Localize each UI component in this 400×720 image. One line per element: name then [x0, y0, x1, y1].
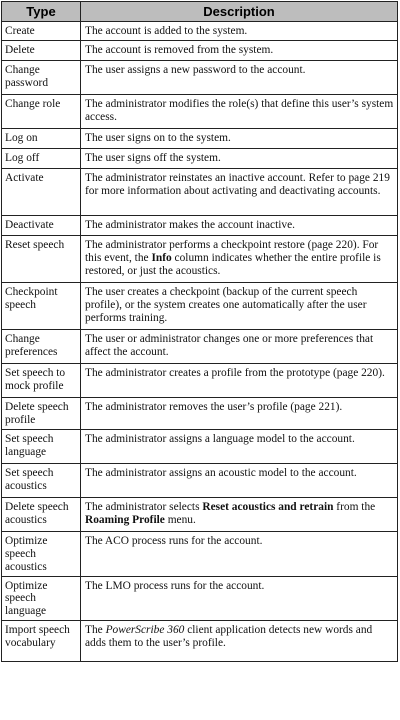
- event-type-cell: Delete: [2, 41, 81, 61]
- description-text: The: [85, 624, 106, 637]
- table-row: [2, 41, 398, 61]
- table-row: [2, 531, 398, 576]
- event-description-cell: [81, 149, 398, 169]
- event-type-cell: Optimize speech acoustics: [2, 531, 81, 576]
- event-description-cell: [81, 398, 398, 430]
- table-row: [2, 283, 398, 330]
- event-type-cell: Set speech acoustics: [2, 463, 81, 497]
- description-text: The ACO process runs for the account.: [85, 534, 263, 547]
- description-text: The LMO process runs for the account.: [85, 579, 265, 592]
- table-row: [2, 429, 398, 463]
- event-description-cell: [81, 129, 398, 149]
- event-description-cell: [81, 463, 398, 497]
- event-description-cell: [81, 236, 398, 283]
- event-types-table: [1, 1, 398, 662]
- description-text: The administrator selects: [85, 500, 203, 513]
- event-description-cell: [81, 41, 398, 61]
- event-type-cell: Set speech to mock profile: [2, 364, 81, 398]
- description-text: The user signs on to the system.: [85, 132, 231, 144]
- description-text: The account is removed from the system.: [85, 44, 274, 56]
- event-description-cell: [81, 364, 398, 398]
- description-text: column indicates whether the entire profile is restored, or just the acoustics.: [85, 251, 381, 277]
- description-text: The user signs off the system.: [85, 152, 221, 164]
- event-type-cell: Deactivate: [2, 216, 81, 236]
- description-text: The administrator performs a checkpoint restore (page 220). For this event, the: [85, 239, 379, 264]
- description-text: menu.: [164, 513, 196, 526]
- description-text: The administrator makes the account inactive.: [85, 219, 296, 231]
- table-row: [2, 216, 398, 236]
- description-column-header: Description: [81, 2, 398, 22]
- event-type-cell: Optimize speech language: [2, 576, 81, 621]
- description-text: The user assigns a new password to the account.: [85, 64, 306, 76]
- event-type-cell: Activate: [2, 169, 81, 216]
- table-row: [2, 129, 398, 149]
- event-description-cell: [81, 283, 398, 330]
- event-description-cell: [81, 22, 398, 41]
- description-text: The user creates a checkpoint (backup of the current speech profile), or the system creates one automatically after the user performs training.: [85, 286, 367, 324]
- event-type-cell: Reset speech: [2, 236, 81, 283]
- table-row: [2, 22, 398, 41]
- table-row: [2, 576, 398, 621]
- event-description-cell: [81, 330, 398, 364]
- table-header-row: [2, 2, 398, 22]
- italic-text: PowerScribe 360: [105, 624, 185, 637]
- event-type-cell: Change role: [2, 95, 81, 129]
- bold-text: Info: [151, 251, 172, 264]
- table-row: [2, 497, 398, 531]
- event-types-table-container: [1, 1, 399, 662]
- table-row: [2, 95, 398, 129]
- event-type-cell: Log on: [2, 129, 81, 149]
- description-text: The administrator creates a profile from the prototype (page 220).: [85, 367, 385, 379]
- event-description-cell: [81, 429, 398, 463]
- event-type-cell: Delete speech acoustics: [2, 497, 81, 531]
- description-text: The administrator assigns a language model to the account.: [85, 432, 355, 445]
- table-row: [2, 330, 398, 364]
- event-description-cell: [81, 216, 398, 236]
- event-type-cell: Log off: [2, 149, 81, 169]
- event-type-cell: Delete speech profile: [2, 398, 81, 430]
- event-type-cell: Import speech vocabulary: [2, 621, 81, 662]
- event-description-cell: [81, 576, 398, 621]
- description-text: The administrator assigns an acoustic model to the account.: [85, 466, 357, 479]
- table-row: [2, 364, 398, 398]
- bold-text: Roaming Profile: [85, 513, 165, 526]
- table-row: [2, 236, 398, 283]
- description-text: from the: [333, 500, 376, 513]
- description-text: The administrator reinstates an inactive account. Refer to page 219 for more information about activating and deactivating accounts.: [85, 172, 390, 197]
- event-description-cell: [81, 169, 398, 216]
- event-type-cell: Create: [2, 22, 81, 41]
- description-text: The administrator removes the user’s profile (page 221).: [85, 401, 343, 413]
- event-description-cell: [81, 95, 398, 129]
- event-description-cell: [81, 621, 398, 662]
- description-text: The account is added to the system.: [85, 25, 248, 37]
- table-row: [2, 169, 398, 216]
- table-row: [2, 463, 398, 497]
- table-row: [2, 61, 398, 95]
- table-row: [2, 398, 398, 430]
- table-row: [2, 149, 398, 169]
- event-description-cell: [81, 531, 398, 576]
- type-column-header: Type: [2, 2, 81, 22]
- description-text: The administrator modifies the role(s) that define this user’s system access.: [85, 98, 394, 123]
- table-row: [2, 621, 398, 662]
- bold-text: Reset acoustics and retrain: [202, 500, 334, 513]
- event-type-cell: Change password: [2, 61, 81, 95]
- table-body: [2, 22, 398, 662]
- description-text: The user or administrator changes one or more preferences that affect the account.: [85, 333, 374, 358]
- event-description-cell: [81, 61, 398, 95]
- event-type-cell: Change preferences: [2, 330, 81, 364]
- event-description-cell: [81, 497, 398, 531]
- description-text: client application detects new words and adds them to the user’s profile.: [85, 624, 373, 650]
- event-type-cell: Checkpoint speech: [2, 283, 81, 330]
- event-type-cell: Set speech language: [2, 429, 81, 463]
